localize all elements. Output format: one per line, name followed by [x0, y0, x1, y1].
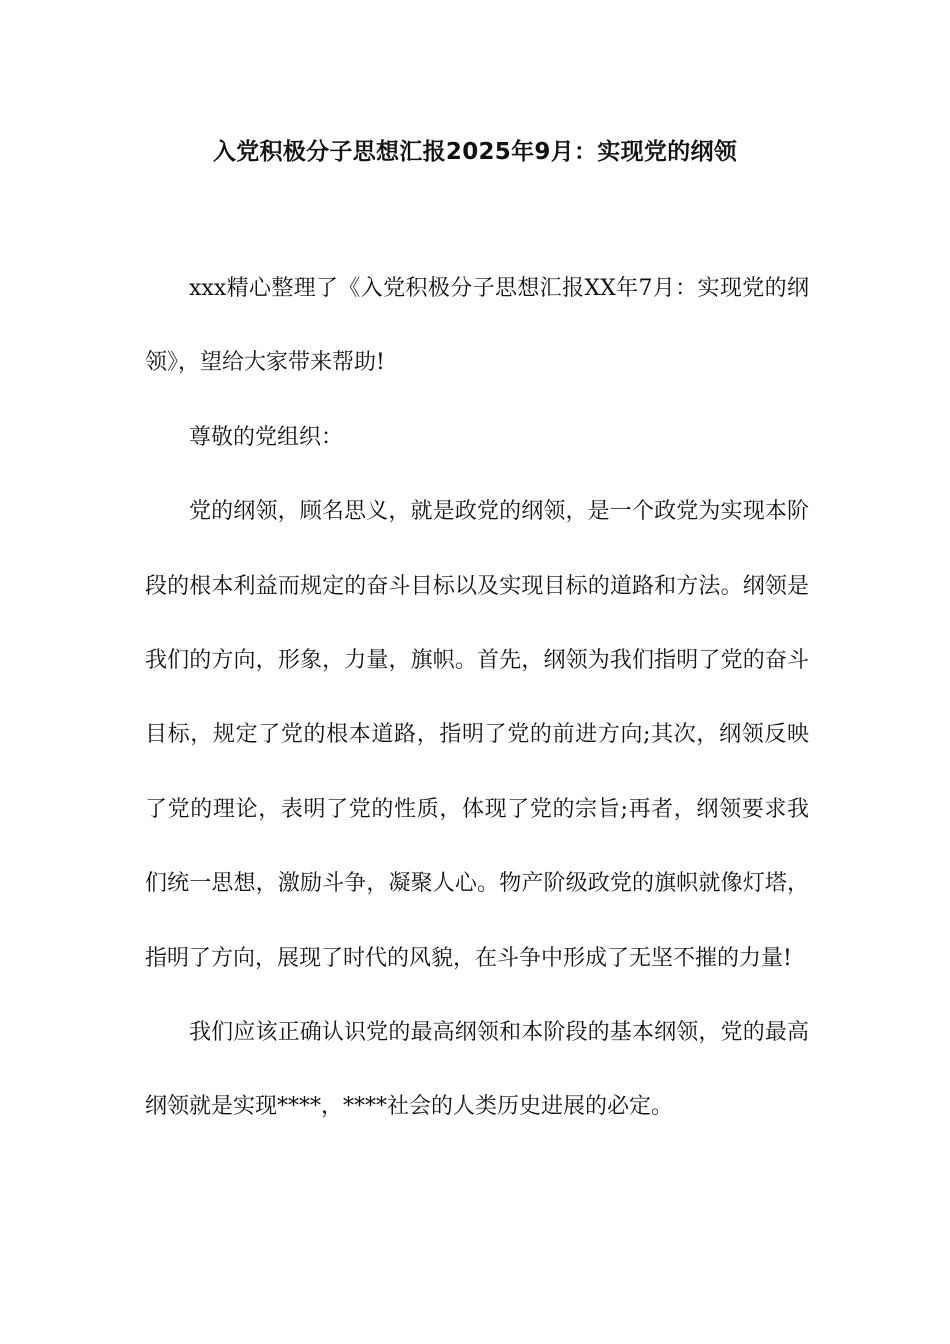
document-title: 入党积极分子思想汇报2025年9月：实现党的纲领 [212, 139, 738, 165]
document-body [145, 252, 809, 1145]
paragraph-highest-program: 我们应该正确认识党的最高纲领和本阶段的基本纲领，党的最高纲领就是实现****，****社会的人类历史进展的必定。 [145, 1020, 809, 1120]
paragraph-salutation: 尊敬的党组织： [189, 424, 344, 450]
paragraph-program-meaning: 党的纲领，顾名思义，就是政党的纲领，是一个政党为实现本阶段的根本利益而规定的奋斗目标以及实现目标的道路和方法。纲领是我们的方向，形象，力量，旗帜。首先，纲领为我们指明了党的奋斗目标，规定了党的根本道路，指明了党的前进方向;其次，纲领反映了党的理论，表明了党的性质，体现了党的宗旨;再者，纲领要求我们统一思想，激励斗争，凝聚人心。物产阶级政党的旗帜就像灯塔，指明了方向，展现了时代的风貌，在斗争中形成了无坚不摧的力量! [145, 499, 809, 971]
paragraph-intro: xxx精心整理了《入党积极分子思想汇报XX年7月：实现党的纲领》，望给大家带来帮助! [145, 276, 809, 376]
